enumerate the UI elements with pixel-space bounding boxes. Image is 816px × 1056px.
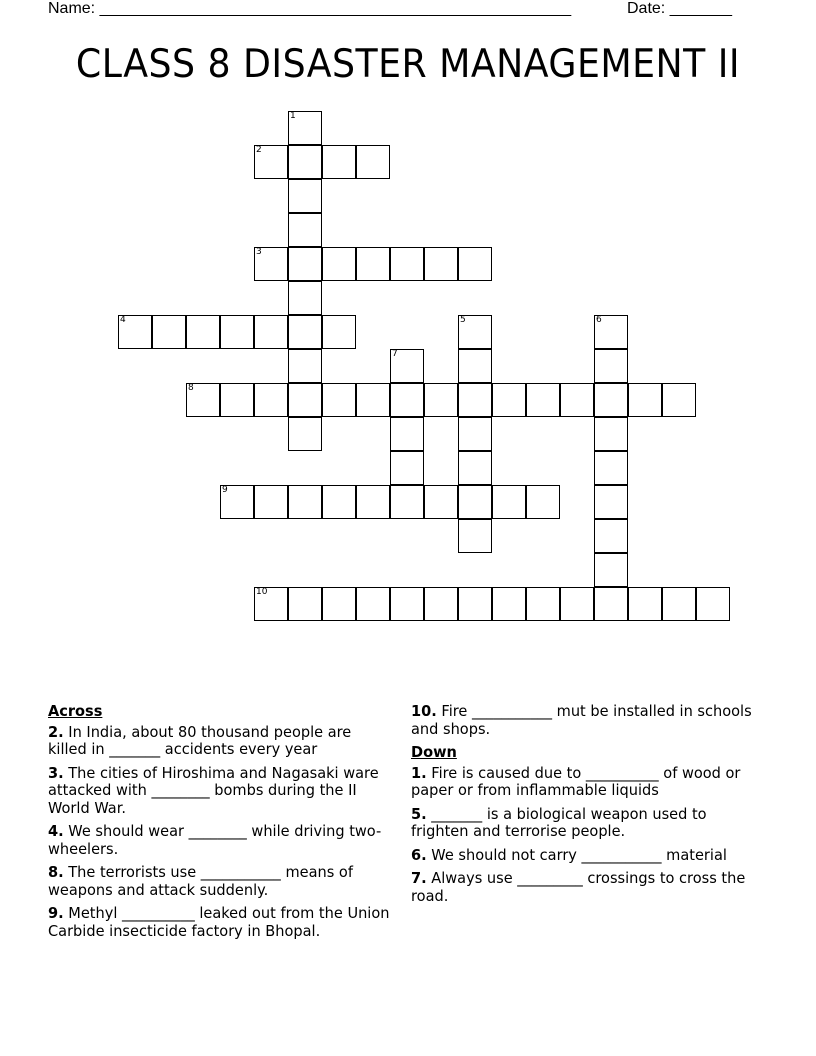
clue-text: We should wear ________ while driving two-wheelers. [48, 822, 382, 858]
clue-number-label: 1 [290, 111, 296, 121]
clue-across-3 [48, 765, 392, 818]
crossword-cell[interactable] [662, 383, 696, 417]
clue-text: Methyl __________ leaked out from the Union Carbide insecticide factory in Bhopal. [48, 904, 390, 940]
crossword-cell[interactable] [220, 383, 254, 417]
clues-column-left [48, 703, 392, 946]
crossword-cell[interactable] [288, 485, 322, 519]
crossword-cell[interactable] [288, 111, 322, 145]
crossword-cell[interactable] [254, 587, 288, 621]
clue-text: _______ is a biological weapon used to frighten and terrorise people. [411, 804, 707, 840]
clue-number-label: 7 [392, 349, 398, 359]
clue-across-8 [48, 864, 392, 899]
crossword-cell[interactable] [288, 179, 322, 213]
crossword-cell[interactable] [288, 281, 322, 315]
crossword-cell[interactable] [594, 587, 628, 621]
crossword-cell[interactable] [560, 383, 594, 417]
clue-number-label: 5 [460, 315, 466, 325]
clue-number: 1. [411, 763, 427, 782]
crossword-cell[interactable] [594, 417, 628, 451]
clue-text: The terrorists use ___________ means of weapons and attack suddenly. [48, 863, 353, 899]
crossword-cell[interactable] [288, 383, 322, 417]
crossword-cell[interactable] [220, 315, 254, 349]
crossword-cell[interactable] [390, 383, 424, 417]
crossword-cell[interactable] [356, 383, 390, 417]
crossword-cell[interactable] [594, 451, 628, 485]
clue-down-5 [411, 806, 755, 841]
clue-number: 8. [48, 863, 64, 881]
crossword-cell[interactable] [594, 349, 628, 383]
crossword-cell[interactable] [492, 587, 526, 621]
clue-text: Always use _________ crossings to cross the road. [411, 869, 746, 905]
crossword-cell[interactable] [322, 587, 356, 621]
crossword-cell[interactable] [628, 587, 662, 621]
clue-down-6 [411, 847, 755, 865]
crossword-cell[interactable] [322, 145, 356, 179]
clue-number-label: 10 [256, 587, 268, 597]
date-field[interactable]: Date: _______ [627, 0, 732, 17]
crossword-cell[interactable] [288, 247, 322, 281]
clue-across-4 [48, 823, 392, 858]
crossword-cell[interactable] [628, 383, 662, 417]
crossword-cell[interactable] [254, 315, 288, 349]
crossword-cell[interactable] [560, 587, 594, 621]
clue-number-label: 6 [596, 315, 602, 325]
crossword-cell[interactable] [458, 349, 492, 383]
crossword-cell[interactable] [458, 417, 492, 451]
crossword-cell[interactable] [356, 247, 390, 281]
crossword-cell[interactable] [254, 247, 288, 281]
clue-text: Fire ___________ mut be installed in schools and shops. [411, 702, 752, 738]
crossword-cell[interactable] [356, 145, 390, 179]
crossword-cell[interactable] [186, 315, 220, 349]
crossword-cell[interactable] [390, 417, 424, 451]
clue-across-9 [48, 905, 392, 940]
crossword-cell[interactable] [254, 145, 288, 179]
clue-across-2 [48, 724, 392, 759]
crossword-cell[interactable] [288, 145, 322, 179]
clue-number-label: 3 [256, 247, 262, 257]
crossword-cell[interactable] [288, 349, 322, 383]
clue-text: Fire is caused due to __________ of wood or paper or from inflammable liquids [411, 763, 741, 799]
crossword-cell[interactable] [288, 213, 322, 247]
across-heading: Across [48, 702, 103, 720]
crossword-cell[interactable] [424, 587, 458, 621]
crossword-cell[interactable] [458, 519, 492, 553]
crossword-cell[interactable] [322, 485, 356, 519]
crossword-cell[interactable] [458, 587, 492, 621]
crossword-cell[interactable] [492, 485, 526, 519]
crossword-cell[interactable] [390, 349, 424, 383]
crossword-cell[interactable] [526, 383, 560, 417]
clue-number-label: 2 [256, 145, 262, 155]
crossword-cell[interactable] [288, 587, 322, 621]
crossword-cell[interactable] [322, 315, 356, 349]
clues-column-right [411, 703, 755, 911]
clue-text: We should not carry ___________ material [426, 845, 727, 864]
clue-number: 5. [411, 804, 427, 823]
clue-number: 6. [411, 845, 427, 864]
crossword-cell[interactable] [152, 315, 186, 349]
crossword-cell[interactable] [424, 485, 458, 519]
down-heading: Down [411, 743, 457, 761]
crossword-cell[interactable] [390, 587, 424, 621]
crossword-cell[interactable] [594, 485, 628, 519]
clue-number: 3. [48, 763, 64, 782]
crossword-cell[interactable] [322, 383, 356, 417]
crossword-cell[interactable] [458, 383, 492, 417]
crossword-cell[interactable] [594, 315, 628, 349]
crossword-cell[interactable] [254, 485, 288, 519]
clue-number: 10. [411, 702, 437, 720]
crossword-cell[interactable] [424, 383, 458, 417]
clue-down-7 [411, 870, 755, 905]
clue-number: 9. [48, 904, 64, 922]
crossword-cell[interactable] [424, 247, 458, 281]
crossword-cell[interactable] [594, 383, 628, 417]
clue-down-1 [411, 765, 755, 800]
crossword-cell[interactable] [322, 247, 356, 281]
crossword-cell[interactable] [526, 587, 560, 621]
crossword-cell[interactable] [458, 315, 492, 349]
name-field[interactable]: Name: _____________________________________________________ [48, 0, 572, 17]
clue-across-10 [411, 703, 755, 738]
clue-text: In India, about 80 thousand people are killed in _______ accidents every year [48, 722, 352, 758]
crossword-cell[interactable] [288, 315, 322, 349]
clue-text: The cities of Hiroshima and Nagasaki ware attacked with ________ bombs during the II World War. [48, 763, 379, 817]
crossword-cell[interactable] [288, 417, 322, 451]
crossword-cell[interactable] [390, 247, 424, 281]
crossword-cell[interactable] [186, 383, 220, 417]
crossword-cell[interactable] [662, 587, 696, 621]
clue-number: 2. [48, 722, 64, 741]
clue-number-label: 4 [120, 315, 126, 325]
crossword-cell[interactable] [220, 485, 254, 519]
clue-number-label: 9 [222, 485, 228, 495]
crossword-cell[interactable] [594, 519, 628, 553]
crossword-cell[interactable] [356, 485, 390, 519]
crossword-cell[interactable] [696, 587, 730, 621]
crossword-cell[interactable] [492, 383, 526, 417]
crossword-cell[interactable] [458, 247, 492, 281]
clue-number: 7. [411, 869, 427, 887]
crossword-cell[interactable] [356, 587, 390, 621]
clue-number-label: 8 [188, 383, 194, 393]
page-title: CLASS 8 DISASTER MANAGEMENT II [75, 42, 741, 87]
crossword-cell[interactable] [458, 485, 492, 519]
crossword-cell[interactable] [526, 485, 560, 519]
crossword-cell[interactable] [118, 315, 152, 349]
crossword-cell[interactable] [458, 451, 492, 485]
crossword-cell[interactable] [254, 383, 288, 417]
crossword-cell[interactable] [390, 485, 424, 519]
clue-number: 4. [48, 822, 64, 840]
crossword-cell[interactable] [594, 553, 628, 587]
crossword-cell[interactable] [390, 451, 424, 485]
